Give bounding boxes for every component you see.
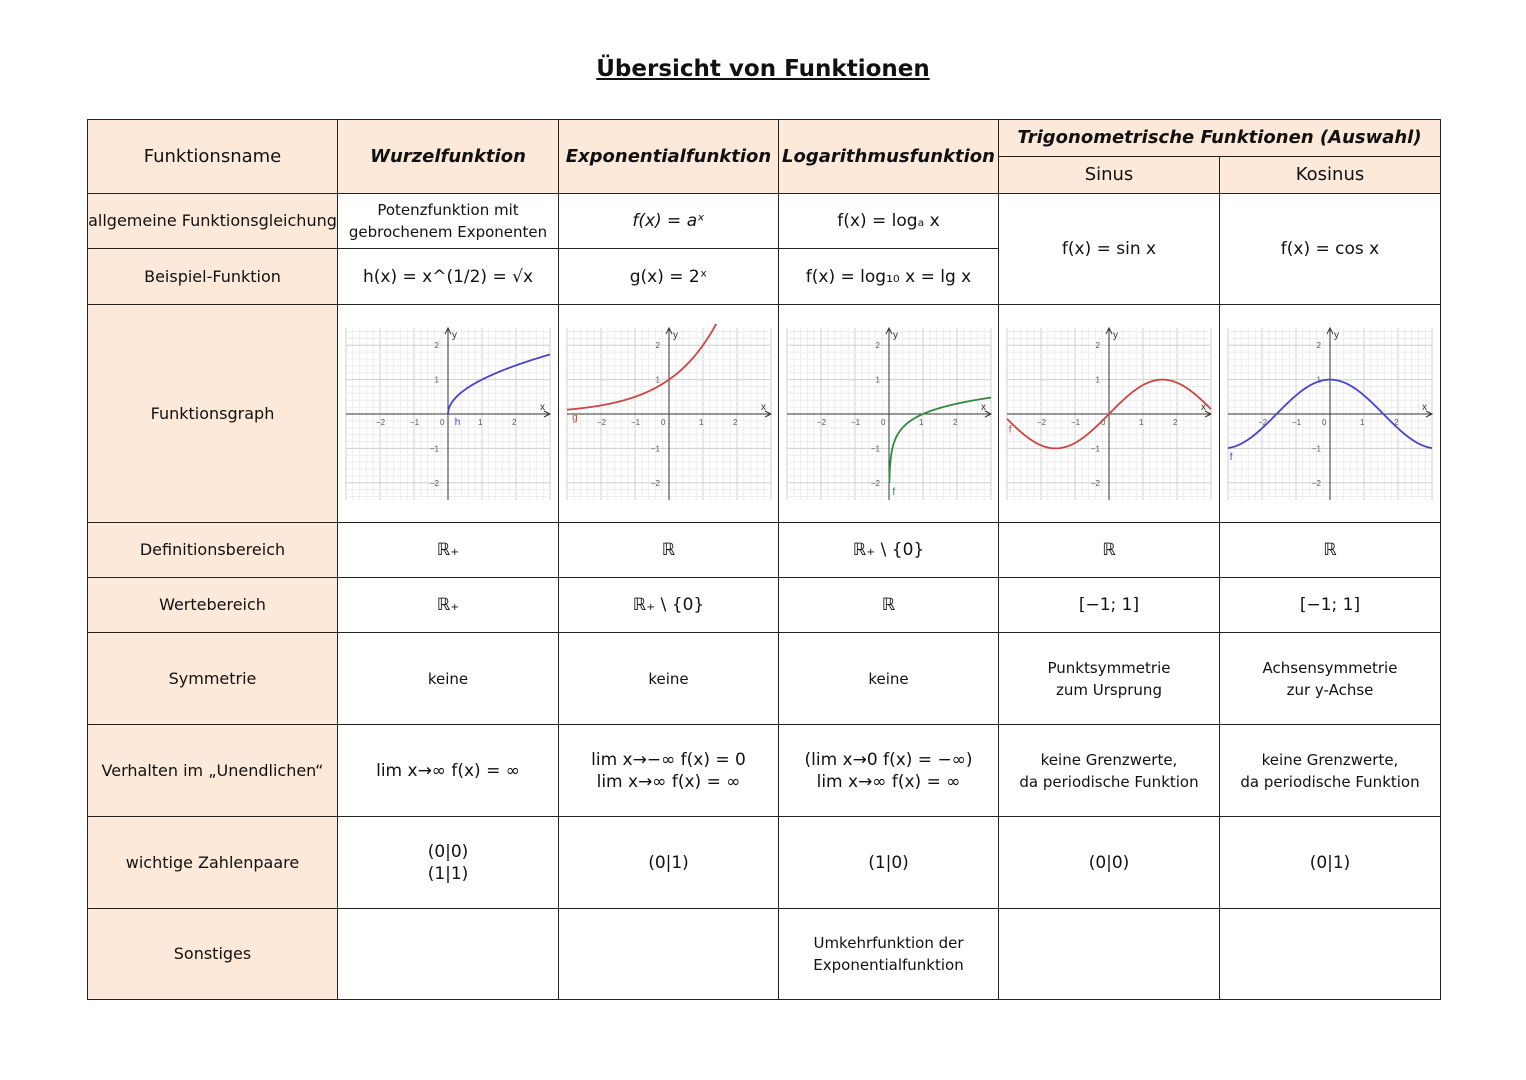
y-tick-label: −1 — [1311, 443, 1321, 453]
curve-label: g — [571, 412, 578, 424]
cell-beispiel-wurzel: h(x) = x^(1/2) = √x — [338, 249, 559, 305]
x-tick-label: −2 — [1258, 417, 1268, 427]
cell-beispiel-log: f(x) = log₁₀ x = lg x — [779, 249, 999, 305]
row-label-gleichung: allgemeine Funktionsgleichung — [88, 194, 338, 249]
cell-definition-exp: ℝ — [559, 523, 779, 578]
x-tick-label: 2 — [1173, 417, 1178, 427]
cell-text: da periodische Funktion — [1019, 772, 1199, 791]
cell-gleichung-exp: f(x) = aˣ — [559, 194, 779, 249]
x-tick-label: −1 — [1071, 417, 1081, 427]
y-axis-label: y — [1113, 329, 1118, 341]
row-label-werte: Wertebereich — [88, 578, 338, 633]
x-tick-label: 1 — [1360, 417, 1365, 427]
cell-sonstiges-log — [779, 909, 999, 1000]
x-tick-label: 2 — [952, 417, 957, 427]
y-tick-label: 1 — [1095, 375, 1100, 385]
x-axis-label: x — [980, 401, 986, 413]
x-tick-label: 0 — [1101, 417, 1106, 427]
row-label-zahlenpaare: wichtige Zahlenpaare — [88, 817, 338, 909]
y-axis-label: y — [892, 329, 898, 341]
header-sinus: Sinus — [999, 157, 1220, 194]
cell-gleichung-wurzel — [338, 194, 559, 249]
cell-definition-cos: ℝ — [1220, 523, 1441, 578]
x-tick-label: −2 — [816, 417, 826, 427]
curve-label: f — [1008, 424, 1012, 436]
function-curve — [889, 397, 991, 482]
row-label-symmetrie: Symmetrie — [88, 633, 338, 725]
x-tick-label: 2 — [732, 417, 737, 427]
cell-zahlenpaare-wurzel — [338, 817, 559, 909]
graph-cell-sin — [999, 305, 1220, 523]
y-tick-label: 2 — [875, 340, 880, 350]
y-tick-label: −2 — [650, 478, 660, 488]
cell-symmetrie-log: keine — [779, 633, 999, 725]
cell-zahlenpaare-sin: (0|0) — [999, 817, 1220, 909]
graph-kosinus — [1224, 324, 1436, 504]
x-tick-label: −1 — [850, 417, 860, 427]
header-wurzelfunktion: Wurzelfunktion — [338, 120, 559, 194]
cell-text: (1|1) — [427, 863, 469, 884]
x-axis-label: x — [760, 401, 766, 413]
cell-text: Punktsymmetrie — [1047, 658, 1171, 677]
page-title: Übersicht von Funktionen — [596, 56, 930, 82]
graph-cell-wurzel — [338, 305, 559, 523]
cell-symmetrie-cos — [1220, 633, 1441, 725]
cell-gleichung-cos: f(x) = cos x — [1220, 194, 1441, 305]
cell-text: da periodische Funktion — [1240, 772, 1420, 791]
x-tick-label: 1 — [918, 417, 923, 427]
cell-werte-wurzel: ℝ₊ — [338, 578, 559, 633]
y-tick-label: 2 — [1095, 340, 1100, 350]
y-tick-label: 1 — [655, 375, 660, 385]
cell-gleichung-log: f(x) = logₐ x — [779, 194, 999, 249]
cell-text: lim x→∞ f(x) = ∞ — [596, 771, 741, 792]
x-axis-label: x — [1422, 401, 1427, 413]
y-axis-label: y — [1334, 329, 1339, 341]
cell-zahlenpaare-cos: (0|1) — [1220, 817, 1441, 909]
x-tick-label: 1 — [1139, 417, 1144, 427]
x-tick-label: 0 — [660, 417, 665, 427]
y-tick-label: −2 — [429, 478, 439, 488]
row-label-definition: Definitionsbereich — [88, 523, 338, 578]
x-tick-label: 2 — [1394, 417, 1399, 427]
cell-text: Umkehrfunktion der — [813, 934, 964, 952]
header-kosinus: Kosinus — [1220, 157, 1441, 194]
graph-cell-exp — [559, 305, 779, 523]
cell-text: lim x→∞ f(x) = ∞ — [816, 771, 961, 792]
cell-symmetrie-wurzel: keine — [338, 633, 559, 725]
x-tick-label: 0 — [880, 417, 885, 427]
cell-text: zum Ursprung — [1056, 680, 1162, 699]
x-axis-label: x — [1201, 401, 1206, 413]
cell-werte-cos: [−1; 1] — [1220, 578, 1441, 633]
y-axis-label: y — [452, 329, 457, 341]
curve-label: f — [1229, 451, 1233, 463]
cell-text: zur y-Achse — [1286, 680, 1374, 699]
curve-label: f — [891, 486, 895, 498]
graph-logarithmusfunktion — [783, 324, 995, 504]
header-trigonometrische-funktionen: Trigonometrische Funktionen (Auswahl) — [999, 120, 1441, 157]
y-tick-label: 2 — [655, 340, 660, 350]
y-axis-label: y — [672, 329, 678, 341]
cell-text: keine Grenzwerte, — [1261, 750, 1399, 769]
cell-text: Achsensymmetrie — [1262, 658, 1398, 677]
cell-sonstiges-exp — [559, 909, 779, 1000]
cell-text: Exponentialfunktion — [813, 956, 964, 974]
x-tick-label: 0 — [1322, 417, 1327, 427]
cell-sonstiges-sin — [999, 909, 1220, 1000]
cell-werte-log: ℝ — [779, 578, 999, 633]
cell-werte-exp: ℝ₊ \ {0} — [559, 578, 779, 633]
cell-definition-wurzel: ℝ₊ — [338, 523, 559, 578]
x-tick-label: 1 — [478, 417, 483, 427]
x-tick-label: −2 — [1037, 417, 1047, 427]
cell-text: gebrochenem Exponenten — [348, 223, 548, 241]
row-label-sonstiges: Sonstiges — [88, 909, 338, 1000]
cell-zahlenpaare-log: (1|0) — [779, 817, 999, 909]
y-tick-label: −2 — [1311, 478, 1321, 488]
y-tick-label: 1 — [434, 375, 439, 385]
x-tick-label: −1 — [1292, 417, 1302, 427]
graph-cell-cos — [1220, 305, 1441, 523]
cell-text: lim x→−∞ f(x) = 0 — [591, 749, 746, 770]
cell-zahlenpaare-exp: (0|1) — [559, 817, 779, 909]
y-tick-label: 2 — [434, 340, 439, 350]
y-tick-label: −1 — [429, 443, 439, 453]
cell-text: keine Grenzwerte, — [1040, 750, 1178, 769]
x-tick-label: −2 — [596, 417, 606, 427]
graph-sinus — [1003, 324, 1215, 504]
graph-exponentialfunktion — [563, 324, 775, 504]
cell-verhalten-wurzel: lim x→∞ f(x) = ∞ — [338, 725, 559, 817]
header-exponentialfunktion: Exponentialfunktion — [559, 120, 779, 194]
x-tick-label: −2 — [376, 417, 386, 427]
y-tick-label: −1 — [1090, 443, 1100, 453]
function-overview-table — [87, 119, 1441, 1000]
row-label-verhalten: Verhalten im „Unendlichen“ — [88, 725, 338, 817]
cell-werte-sin: [−1; 1] — [999, 578, 1220, 633]
y-tick-label: 1 — [1316, 375, 1321, 385]
cell-definition-log: ℝ₊ \ {0} — [779, 523, 999, 578]
cell-sonstiges-cos — [1220, 909, 1441, 1000]
cell-symmetrie-sin — [999, 633, 1220, 725]
row-label-graph: Funktionsgraph — [88, 305, 338, 523]
y-tick-label: −2 — [870, 478, 880, 488]
cell-verhalten-exp — [559, 725, 779, 817]
cell-verhalten-log — [779, 725, 999, 817]
cell-text: (lim x→0 f(x) = −∞) — [804, 749, 973, 770]
row-label-beispiel: Beispiel-Funktion — [88, 249, 338, 305]
cell-verhalten-sin — [999, 725, 1220, 817]
cell-definition-sin: ℝ — [999, 523, 1220, 578]
y-tick-label: 1 — [875, 375, 880, 385]
x-tick-label: −1 — [630, 417, 640, 427]
header-row-label: Funktionsname — [88, 120, 338, 194]
x-tick-label: 2 — [512, 417, 517, 427]
y-tick-label: −2 — [1090, 478, 1100, 488]
cell-sonstiges-wurzel — [338, 909, 559, 1000]
curve-label: h — [454, 416, 461, 428]
x-tick-label: −1 — [410, 417, 420, 427]
header-logarithmusfunktion: Logarithmusfunktion — [779, 120, 999, 194]
graph-wurzelfunktion — [342, 324, 554, 504]
cell-verhalten-cos — [1220, 725, 1441, 817]
cell-gleichung-sin: f(x) = sin x — [999, 194, 1220, 305]
x-tick-label: 0 — [440, 417, 445, 427]
x-axis-label: x — [540, 401, 545, 413]
cell-symmetrie-exp: keine — [559, 633, 779, 725]
cell-beispiel-exp: g(x) = 2ˣ — [559, 249, 779, 305]
cell-text: (0|0) — [427, 841, 469, 862]
function-curve — [448, 354, 550, 414]
x-tick-label: 1 — [698, 417, 703, 427]
y-tick-label: −1 — [650, 443, 660, 453]
cell-text: Potenzfunktion mit — [377, 201, 519, 219]
y-tick-label: −1 — [870, 443, 880, 453]
graph-cell-log — [779, 305, 999, 523]
y-tick-label: 2 — [1316, 340, 1321, 350]
